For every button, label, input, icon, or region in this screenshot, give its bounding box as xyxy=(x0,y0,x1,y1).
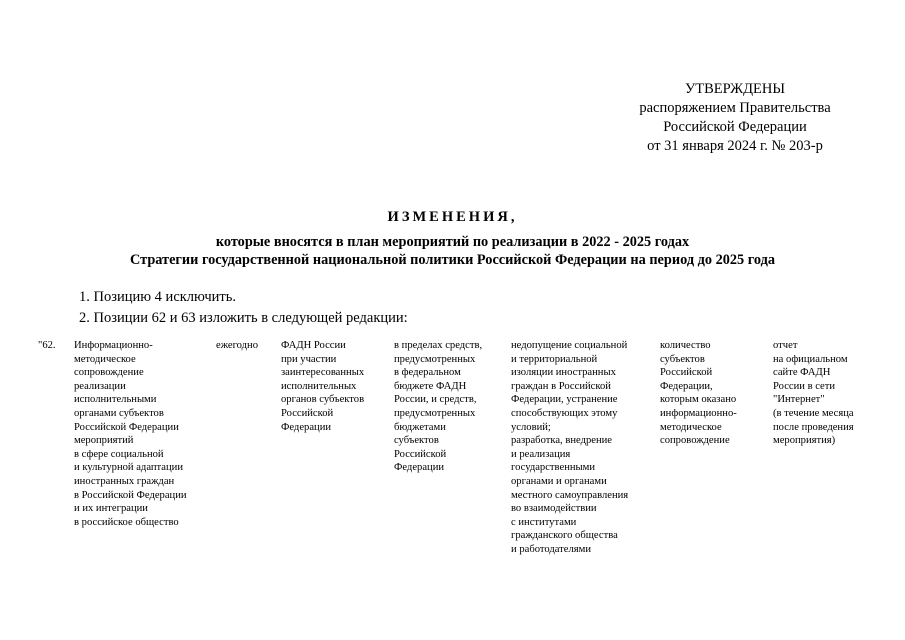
activity-cell: Информационно- методическое сопровождение реализации исполнительными органами субъектов Российской Федерации мероприятий в сфере социальной и культурной адаптации иностранных граждан в Российской Федерации и их интеграции в российское общество xyxy=(74,340,187,528)
document-subtitle xyxy=(0,233,905,269)
change-item-2: 2. Позиции 62 и 63 изложить в следующей редакции: xyxy=(79,310,408,326)
document-title: ИЗМЕНЕНИЯ, xyxy=(387,209,518,225)
report-cell: отчет на официальном сайте ФАДН России в сети "Интернет" (в течение месяца после проведения мероприятия) xyxy=(773,340,854,447)
approval-line-order: распоряжением Правительства xyxy=(639,100,831,116)
period-cell: ежегодно xyxy=(216,340,259,351)
result-cell: недопущение социальной и территориальной изоляции иностранных граждан в Российской Федерации, устранение способствующих этому условий; разработка, внедрение и реализация государственными органами и органами местного самоуправления во взаимодействии с институтами гражданского общества и работодателями xyxy=(511,340,629,555)
approval-heading: УТВЕРЖДЕНЫ xyxy=(684,81,786,97)
approval-line-date: от 31 января 2024 г. № 203-р xyxy=(647,138,823,154)
subtitle-line-2: Стратегии государственной национальной политики Российской Федерации на период до 2025 года xyxy=(129,252,776,268)
approval-line-government: Российской Федерации xyxy=(663,119,807,135)
row-number-cell: "62. xyxy=(38,340,56,351)
change-item-1: 1. Позицию 4 исключить. xyxy=(79,289,236,305)
responsible-cell: ФАДН России при участии заинтересованных исполнительных органов субъектов Российской Федерации xyxy=(281,340,365,433)
indicator-cell: количество субъектов Российской Федерации, которым оказано информационно- методическое сопровождение xyxy=(660,340,737,447)
funding-cell: в пределах средств, предусмотренных в федеральном бюджете ФАДН России, и средств, предусмотренных бюджетами субъектов Российской Федерации xyxy=(394,340,483,474)
subtitle-line-1: которые вносятся в план мероприятий по реализации в 2022 - 2025 годах xyxy=(215,234,690,250)
approval-block xyxy=(600,80,870,156)
